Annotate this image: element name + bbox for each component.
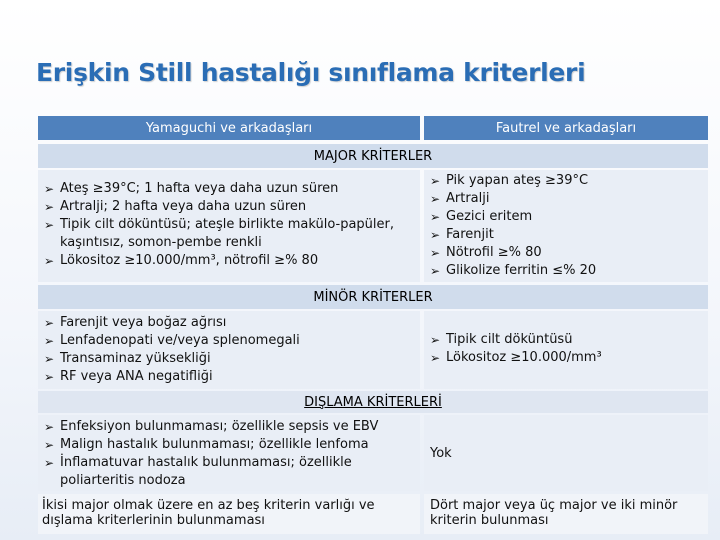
minor-left-cell: [38, 311, 420, 389]
list-item: ➢ Ateş ≥39°C; 1 hafta veya daha uzun süren: [44, 180, 420, 198]
list-item: ➢ Tipik cilt döküntüsü; ateşle birlikte makülo-papüler,: [44, 216, 420, 234]
exclusion-right-cell: [424, 415, 708, 491]
minor-right-list: [430, 331, 708, 367]
list-item: ➢ Farenjit veya boğaz ağrısı: [44, 314, 420, 332]
major-right-cell: [424, 170, 708, 282]
section-exclusion-label: DIŞLAMA KRİTERLERİ: [304, 394, 442, 410]
section-major-heading: [38, 144, 708, 168]
list-item-continuation: kaşıntısız, somon-pembe renkli: [60, 235, 262, 250]
list-item: ➢ Enfeksiyon bulunmaması; özellikle sepsis ve EBV: [44, 418, 420, 436]
page-title: Erişkin Still hastalığı sınıflama kriterleri: [36, 58, 586, 87]
column-header-yamaguchi-label: Yamaguchi ve arkadaşları: [145, 120, 313, 136]
section-major-label: MAJOR KRİTERLER: [313, 148, 433, 164]
section-minor-label: MİNÖR KRİTERLER: [313, 289, 433, 305]
major-right-list: [430, 172, 708, 280]
conclusion-right-text: Dört major veya üç major ve iki minör kriterin bulunması: [430, 498, 678, 528]
exclusion-right-value: Yok: [430, 446, 452, 461]
list-item: ➢ Malign hastalık bulunmaması; özellikle lenfoma: [44, 436, 420, 454]
exclusion-left-list: [44, 418, 420, 490]
section-exclusion-heading: [38, 391, 708, 413]
list-item-continuation: poliarteritis nodoza: [60, 473, 186, 488]
section-minor-heading: [38, 285, 708, 309]
major-left-list: [44, 180, 420, 270]
conclusion-left-cell: [38, 494, 420, 534]
list-item: ➢ Gezici eritem: [430, 208, 708, 226]
list-item: ➢ Lökositoz ≥10.000/mm³, nötrofil ≥% 80: [44, 252, 420, 270]
conclusion-right-cell: [424, 494, 708, 534]
list-item: ➢ Glikolize ferritin ≤% 20: [430, 262, 708, 280]
exclusion-left-cell: [38, 415, 420, 491]
list-item: ➢ Lenfadenopati ve/veya splenomegali: [44, 332, 420, 350]
list-item: ➢ Transaminaz yüksekliği: [44, 350, 420, 368]
list-item: ➢ Artralji: [430, 190, 708, 208]
list-item: ➢ İnflamatuvar hastalık bulunmaması; özellikle: [44, 454, 420, 472]
list-item: ➢ Nötrofil ≥% 80: [430, 244, 708, 262]
list-item: ➢ Farenjit: [430, 226, 708, 244]
list-item: ➢ RF veya ANA negatifliği: [44, 368, 420, 386]
major-left-cell: [38, 170, 420, 282]
list-item: ➢ Pik yapan ateş ≥39°C: [430, 172, 708, 190]
list-item: ➢ Tipik cilt döküntüsü: [430, 331, 708, 349]
list-item: ➢ Artralji; 2 hafta veya daha uzun süren: [44, 198, 420, 216]
column-header-fautrel: [424, 116, 708, 140]
conclusion-left-text: İkisi major olmak üzere en az beş kriterin varlığı ve dışlama kriterlerinin bulunmaması: [42, 498, 375, 528]
column-header-fautrel-label: Fautrel ve arkadaşları: [495, 120, 637, 136]
minor-right-cell: [424, 311, 708, 389]
list-item: ➢ Lökositoz ≥10.000/mm³: [430, 349, 708, 367]
minor-left-list: [44, 314, 420, 386]
column-header-yamaguchi: [38, 116, 420, 140]
